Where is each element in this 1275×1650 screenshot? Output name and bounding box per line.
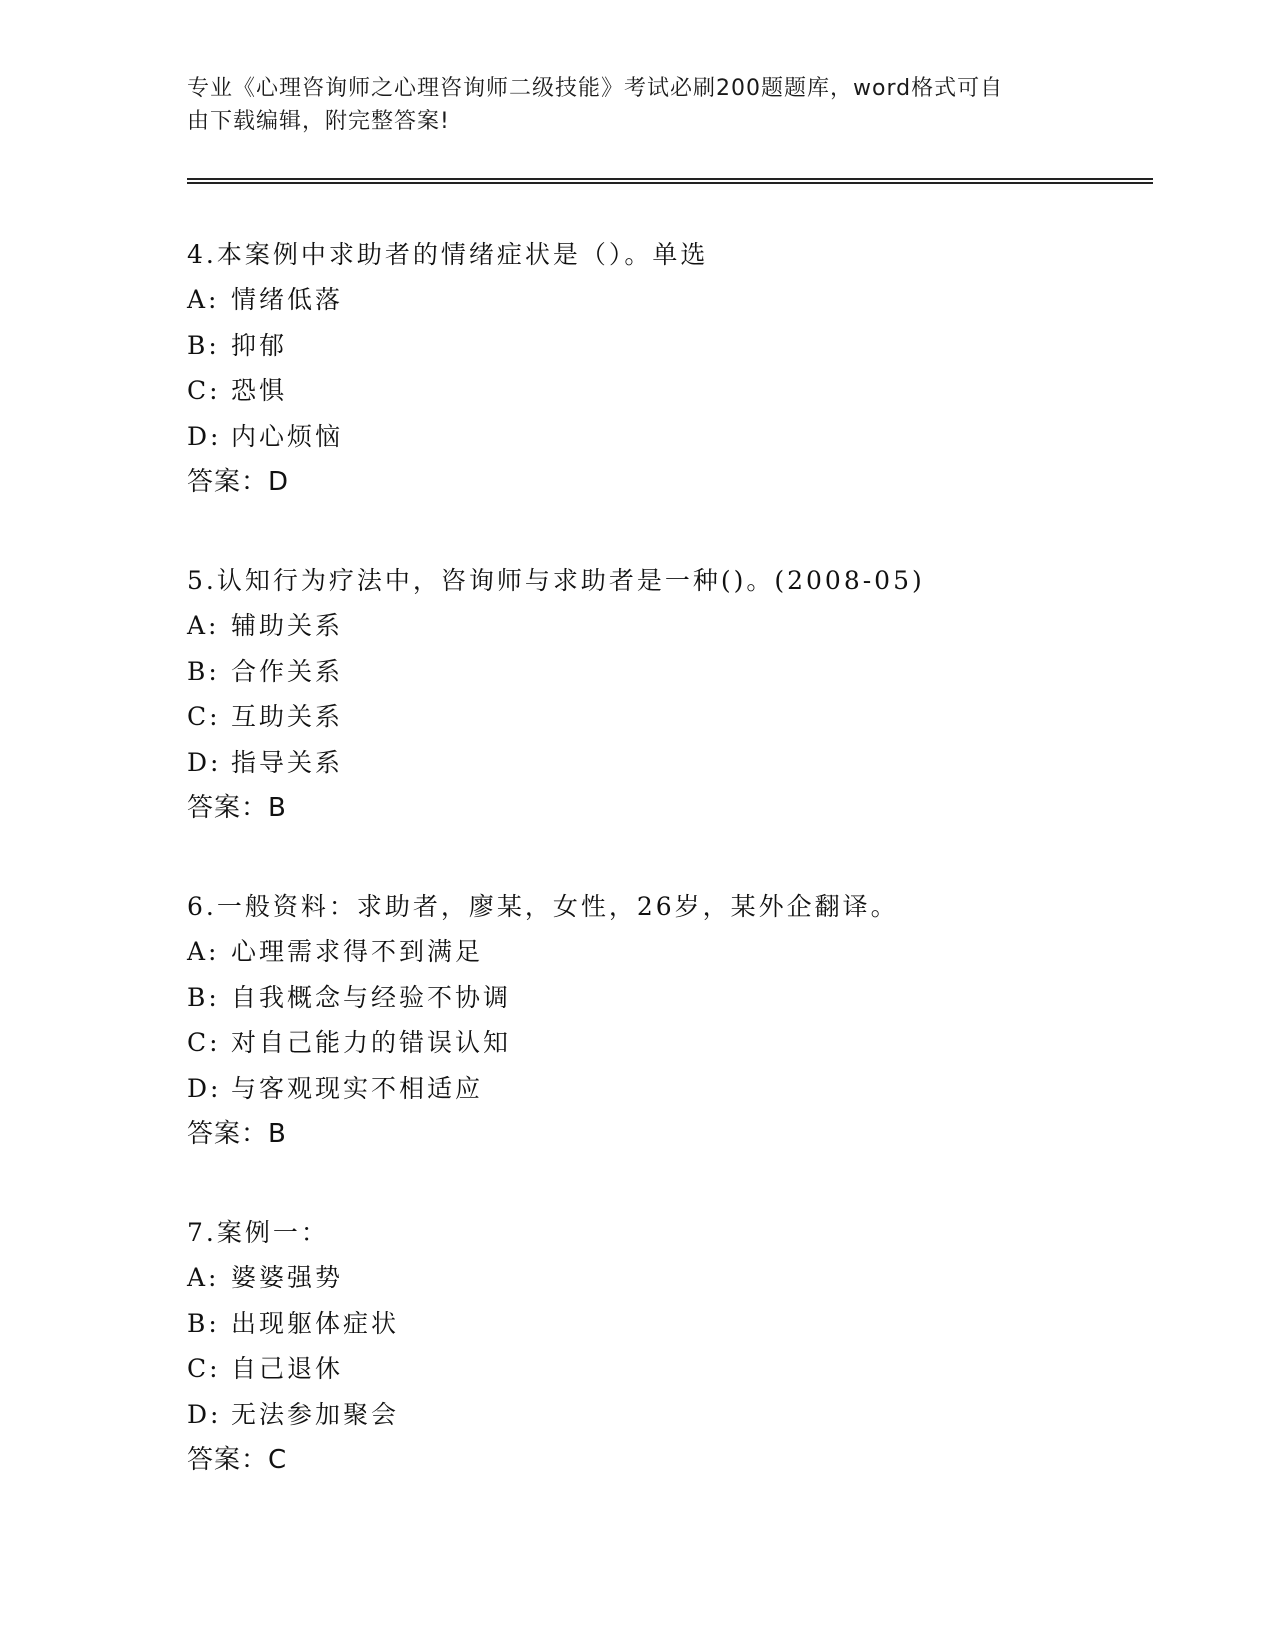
question-stem: 4.本案例中求助者的情绪症状是（）。单选 xyxy=(187,240,709,269)
option-b xyxy=(187,323,1153,369)
option-a xyxy=(187,603,1153,649)
option-text: 无法参加聚会 xyxy=(231,1399,400,1429)
option-text: 对自己能力的错误认知 xyxy=(231,1028,512,1057)
option-text: 合作关系 xyxy=(231,656,344,686)
option-d xyxy=(187,414,1153,460)
question-7 xyxy=(187,1210,1153,1483)
option-text: 与客观现实不相适应 xyxy=(231,1073,484,1103)
answer-line: 答案：B xyxy=(187,793,287,823)
option-text: 恐惧 xyxy=(231,376,288,405)
option-text: 互助关系 xyxy=(231,702,344,731)
question-stem: 6.一般资料：求助者，廖某，女性，26岁，某外企翻译。 xyxy=(187,892,899,921)
option-d xyxy=(187,740,1153,786)
option-letter: D: xyxy=(187,747,222,777)
option-letter: D: xyxy=(187,1399,222,1429)
option-text: 指导关系 xyxy=(231,747,344,777)
option-c xyxy=(187,694,1153,740)
option-letter: C: xyxy=(187,1354,221,1383)
question-stem: 7.案例一： xyxy=(187,1218,329,1247)
option-text: 自己退休 xyxy=(231,1354,344,1383)
option-b xyxy=(187,1301,1153,1347)
question-stem: 5.认知行为疗法中，咨询师与求助者是一种()。(2008-05) xyxy=(187,566,925,595)
option-text: 婆婆强势 xyxy=(231,1263,344,1292)
document-intro xyxy=(187,72,1067,138)
option-letter: A: xyxy=(187,937,220,966)
option-text: 辅助关系 xyxy=(231,611,344,640)
question-list xyxy=(187,232,1153,1536)
option-a xyxy=(187,277,1153,323)
option-text: 出现躯体症状 xyxy=(231,1308,400,1338)
intro-line-2: 由下载编辑，附完整答案! xyxy=(187,109,450,134)
option-letter: A: xyxy=(187,611,220,640)
option-c xyxy=(187,368,1153,414)
option-b xyxy=(187,649,1153,695)
option-letter: B: xyxy=(187,982,220,1012)
answer-line: 答案：B xyxy=(187,1119,287,1149)
option-d xyxy=(187,1066,1153,1112)
intro-line-1: 专业《心理咨询师之心理咨询师二级技能》考试必刷200题题库，word格式可自 xyxy=(187,76,1004,101)
option-letter: C: xyxy=(187,376,221,405)
option-letter: A: xyxy=(187,1263,220,1292)
option-text: 内心烦恼 xyxy=(231,421,344,451)
option-text: 情绪低落 xyxy=(231,285,344,314)
answer-line: 答案：D xyxy=(187,467,290,497)
option-d xyxy=(187,1392,1153,1438)
question-4 xyxy=(187,232,1153,505)
option-text: 心理需求得不到满足 xyxy=(231,937,484,966)
option-letter: C: xyxy=(187,702,221,731)
option-letter: B: xyxy=(187,330,220,360)
option-c xyxy=(187,1020,1153,1066)
option-letter: D: xyxy=(187,1073,222,1103)
option-c xyxy=(187,1346,1153,1392)
question-5 xyxy=(187,558,1153,831)
option-a xyxy=(187,929,1153,975)
option-text: 自我概念与经验不协调 xyxy=(231,982,512,1012)
option-letter: A: xyxy=(187,285,220,314)
option-a xyxy=(187,1255,1153,1301)
option-letter: D: xyxy=(187,421,222,451)
question-6 xyxy=(187,884,1153,1157)
option-letter: B: xyxy=(187,656,220,686)
option-letter: B: xyxy=(187,1308,220,1338)
header-divider xyxy=(187,178,1153,184)
option-letter: C: xyxy=(187,1028,221,1057)
option-text: 抑郁 xyxy=(231,330,288,360)
answer-line: 答案：C xyxy=(187,1445,288,1475)
option-b xyxy=(187,975,1153,1021)
